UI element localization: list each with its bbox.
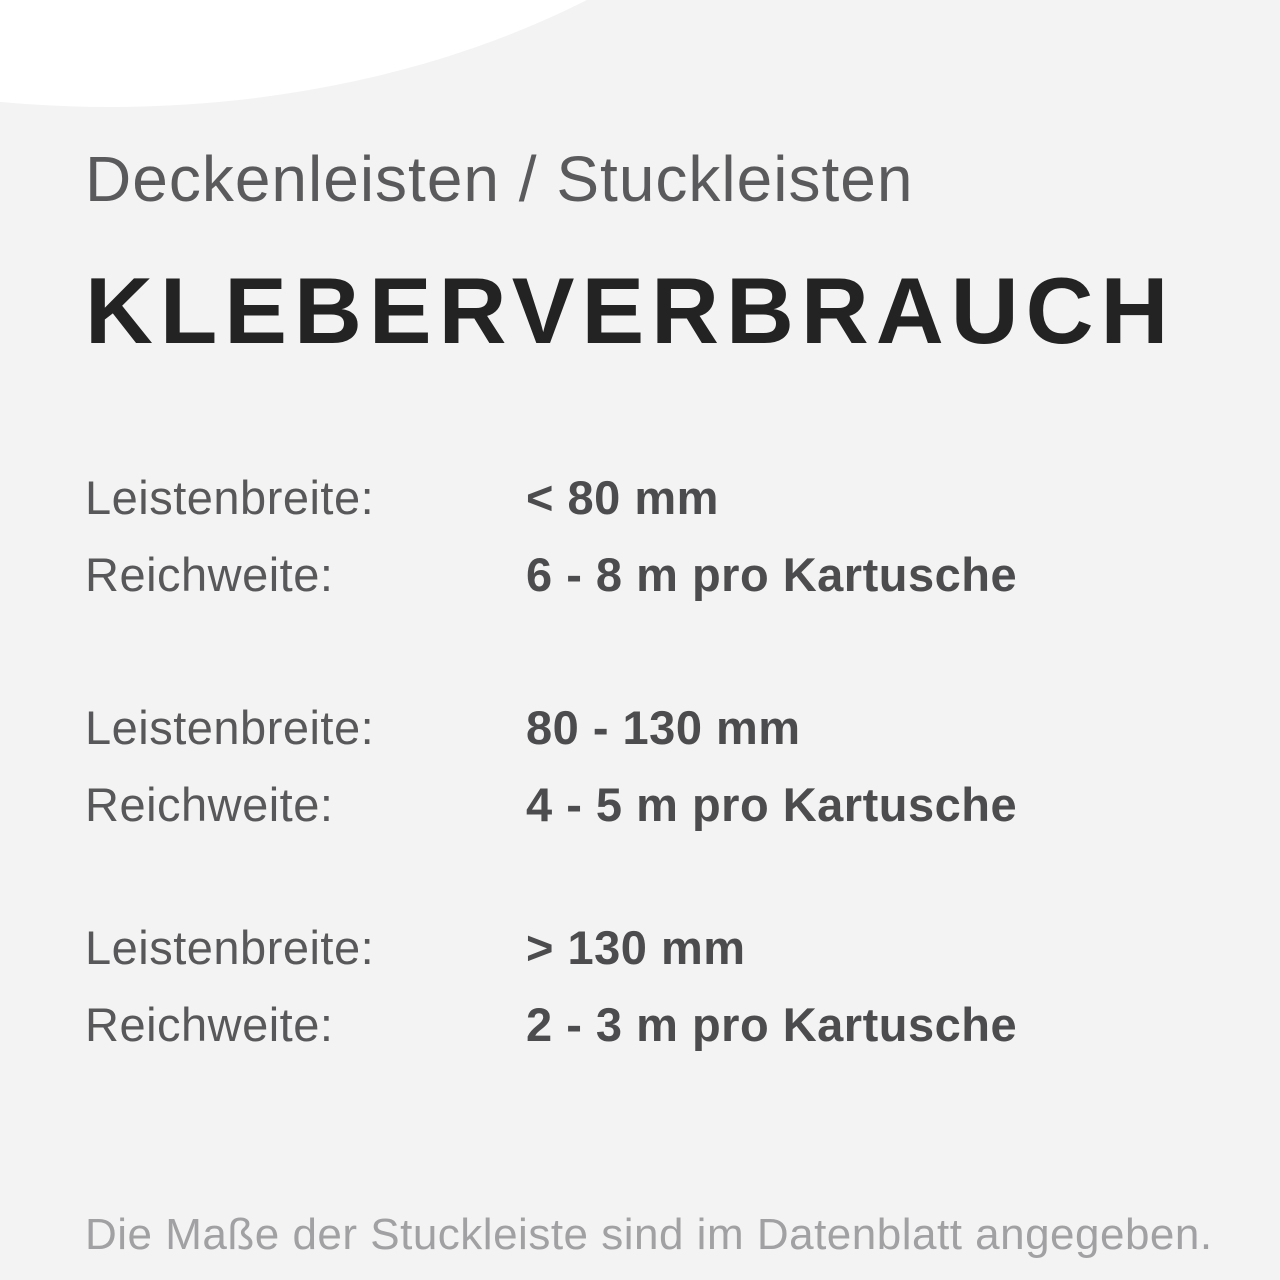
spec-label: Reichweite:: [85, 778, 334, 831]
spec-value: 2 - 3 m pro Kartusche: [526, 998, 1018, 1051]
spec-value: 80 - 130 mm: [526, 701, 801, 754]
wave-ellipse: [0, 0, 886, 107]
spec-value: > 130 mm: [526, 921, 746, 974]
spec-block-narrow: [85, 471, 1220, 601]
page-subtitle: Deckenleisten / Stuckleisten: [85, 143, 914, 215]
spec-value: < 80 mm: [526, 471, 719, 524]
top-wave-decoration: [0, 0, 1280, 130]
footer-note: Die Maße der Stuckleiste sind im Datenblatt angegeben.: [85, 1210, 1213, 1259]
page-title: KLEBERVERBRAUCH: [85, 258, 1176, 363]
spec-block-medium: [85, 701, 1220, 831]
spec-label: Leistenbreite:: [85, 921, 375, 974]
spec-label: Reichweite:: [85, 548, 334, 601]
spec-label: Leistenbreite:: [85, 701, 375, 754]
spec-label: Leistenbreite:: [85, 471, 375, 524]
spec-label: Reichweite:: [85, 998, 334, 1051]
spec-value: 6 - 8 m pro Kartusche: [526, 548, 1018, 601]
spec-value: 4 - 5 m pro Kartusche: [526, 778, 1018, 831]
spec-block-wide: [85, 921, 1220, 1051]
